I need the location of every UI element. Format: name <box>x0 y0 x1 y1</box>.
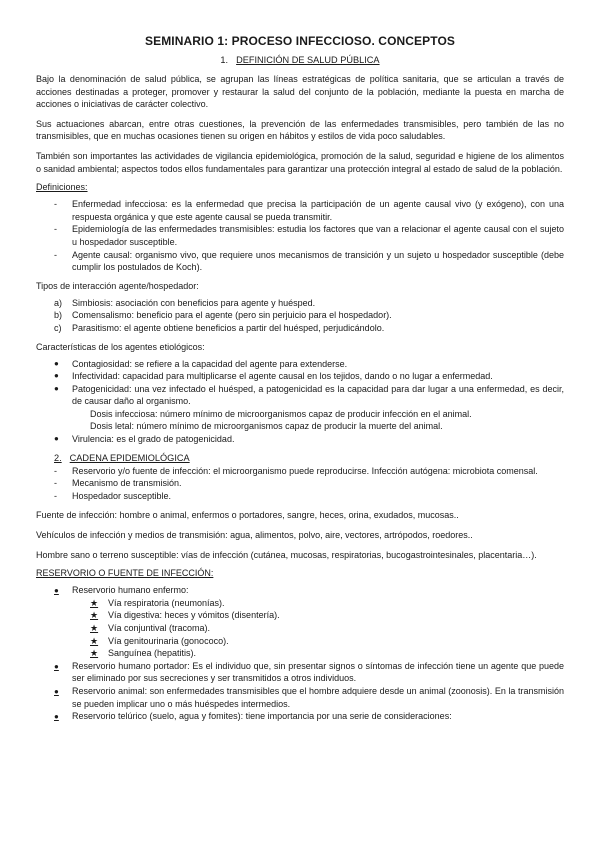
list-item-text: Simbiosis: asociación con beneficios para agente y huésped. <box>72 297 316 308</box>
reservorio-portador: Reservorio humano portador: Es el individuo que, sin presentar signos o síntomas de infección tiene un agente que puede ser eliminado por sus secreciones y ser transmitidos a otros individuos. <box>72 660 564 684</box>
dosis-infecciosa: Dosis infecciosa: número mínimo de microorganismos capaz de producir infección en el animal. <box>90 408 472 419</box>
list-marker: c) <box>54 322 62 333</box>
list-item <box>36 322 564 335</box>
definiciones-heading: Definiciones: <box>36 182 88 193</box>
reservorio-telurico: Reservorio telúrico (suelo, agua y fomites): tiene importancia por una serie de consideraciones: <box>72 711 452 722</box>
reservorio-list <box>36 584 564 723</box>
reservorio-animal: Reservorio animal: son enfermedades transmisibles que el hombre adquiere desde un animal (zoonosis). En la transmisión se pueden implicar uno o más huéspedes intermedios. <box>72 685 564 709</box>
list-item: - Mecanismo de transmisión. <box>36 477 564 490</box>
list-item <box>36 685 564 710</box>
section-2-number: 2. <box>54 452 62 463</box>
list-marker: b) <box>54 310 63 321</box>
bullet-icon <box>54 685 70 699</box>
list-item <box>90 622 564 635</box>
list-item-text: Parasitismo: el agente obtiene beneficios a partir del huésped, perjudicándolo. <box>72 322 385 333</box>
via-text: Vía conjuntival (tracoma). <box>108 623 211 633</box>
dosis-letal: Dosis letal: número mínimo de microorganismos capaz de producir la muerte del animal. <box>90 421 443 432</box>
star-icon <box>90 597 108 610</box>
list-item <box>36 297 564 310</box>
reservorio-enfermo: Reservorio humano enfermo: <box>72 585 189 596</box>
paragraph: Hombre sano o terreno susceptible: vías de infección (cutánea, mucosas, respiratorias, bucogastrointesinales, placentaria…). <box>36 549 537 560</box>
page-title: SEMINARIO 1: PROCESO INFECCIOSO. CONCEPTOS <box>144 34 456 48</box>
list-item <box>90 597 564 610</box>
paragraph: Sus actuaciones abarcan, entre otras cuestiones, la prevención de las enfermedades transmisibles, pero también de las no transmisibles, que en muchas ocasiones tienen su origen en hábitos y estilos de vida poco saludables. <box>36 118 564 142</box>
section-2-heading <box>36 453 564 463</box>
section-1-heading <box>36 55 564 65</box>
star-icon <box>90 609 108 622</box>
section-1-number: 1. <box>220 55 229 65</box>
list-item: ● Infectividad: capacidad para multiplicarse el agente causal en los tejidos, dando o no lugar a enfermedad. <box>36 370 564 383</box>
paragraph: Fuente de infección: hombre o animal, enfermos o portadores, sangre, heces, orina, exudados, mucosas.. <box>36 510 459 521</box>
via-text: Sanguínea (hepatitis). <box>108 648 197 659</box>
list-item: - Reservorio y/o fuente de infección: el microorganismo puede reproducirse. Infección autógena: microbiota comensal. <box>36 465 564 478</box>
list-item <box>36 660 564 685</box>
via-text: Vía respiratoria (neumonías). <box>108 597 225 608</box>
list-item: - Agente causal: organismo vivo, que requiere unos mecanismos de transición y un sujeto u hospedador susceptible (debe cumplir los postulados de Koch). <box>36 249 564 274</box>
paragraph: También son importantes las actividades de vigilancia epidemiológica, promoción de la salud, seguridad e higiene de los alimentos o sanidad ambiental; aspectos todos ellos fundamentales para garantizar una protección integral al estado de salud de la población. <box>36 150 564 174</box>
list-item <box>36 710 564 723</box>
list-item: ● Patogenicidad: una vez infectado el huésped, a patogenicidad es la capacidad para dar lugar a una enfermedad, es decir, de causar daño al organismo. <box>36 383 564 408</box>
list-item: - Enfermedad infecciosa: es la enfermedad que precisa la participación de un agente causal vivo (y exógeno), con una respuesta orgánica y que este agente causal se pueda transmitir. <box>36 198 564 223</box>
list-item <box>90 635 564 648</box>
caracteristicas-heading: Características de los agentes etiológicos: <box>36 341 205 352</box>
list-item: ● Virulencia: es el grado de patogenicidad. <box>36 433 564 446</box>
list-marker: a) <box>54 297 63 308</box>
star-icon <box>90 635 108 648</box>
bullet-icon <box>54 660 70 674</box>
list-item-text: Comensalismo: beneficio para el agente (pero sin perjuicio para el hospedador). <box>72 310 392 321</box>
list-item <box>90 647 564 660</box>
reservorio-heading: RESERVORIO O FUENTE DE INFECCIÓN: <box>36 568 214 579</box>
bullet-icon <box>54 584 70 598</box>
via-text: Vía genitourinaria (gonococo). <box>108 635 229 646</box>
tipos-heading: Tipos de interacción agente/hospedador: <box>36 280 199 291</box>
definiciones-list <box>36 198 564 274</box>
star-icon <box>90 647 108 660</box>
tipos-list <box>36 297 564 335</box>
list-item: ● Contagiosidad: se refiere a la capacidad del agente para extenderse. <box>36 358 564 371</box>
list-item: - Hospedador susceptible. <box>36 490 564 503</box>
list-item <box>36 309 564 322</box>
section-1-title: DEFINICIÓN DE SALUD PÚBLICA <box>236 55 380 65</box>
section-2-title: CADENA EPIDEMIOLÓGICA <box>69 452 190 463</box>
list-item <box>90 609 564 622</box>
paragraph: Bajo la denominación de salud pública, se agrupan las líneas estratégicas de política sanitaria, que se articulan a través de acciones destinadas a proteger, promover y restaurar la salud del conjunto de la población, mediante la puesta en marcha de acciones o iniciativas de carácter colectivo. <box>36 74 564 110</box>
caracteristicas-list-cont <box>36 433 564 446</box>
via-text: Vía digestiva: heces y vómitos (disentería). <box>108 610 280 621</box>
paragraph: Vehículos de infección y medios de transmisión: agua, alimentos, polvo, aire, vectores, artrópodos, roedores.. <box>36 530 473 541</box>
star-icon <box>90 622 108 635</box>
cadena-list <box>36 465 564 503</box>
caracteristicas-list <box>36 358 564 408</box>
vias-list <box>36 597 564 660</box>
bullet-icon <box>54 710 70 724</box>
list-item: - Epidemiología de las enfermedades transmisibles: estudia los factores que van a relacionar el agente causal con el sujeto u hospedador susceptible. <box>36 223 564 248</box>
list-item <box>36 584 564 660</box>
